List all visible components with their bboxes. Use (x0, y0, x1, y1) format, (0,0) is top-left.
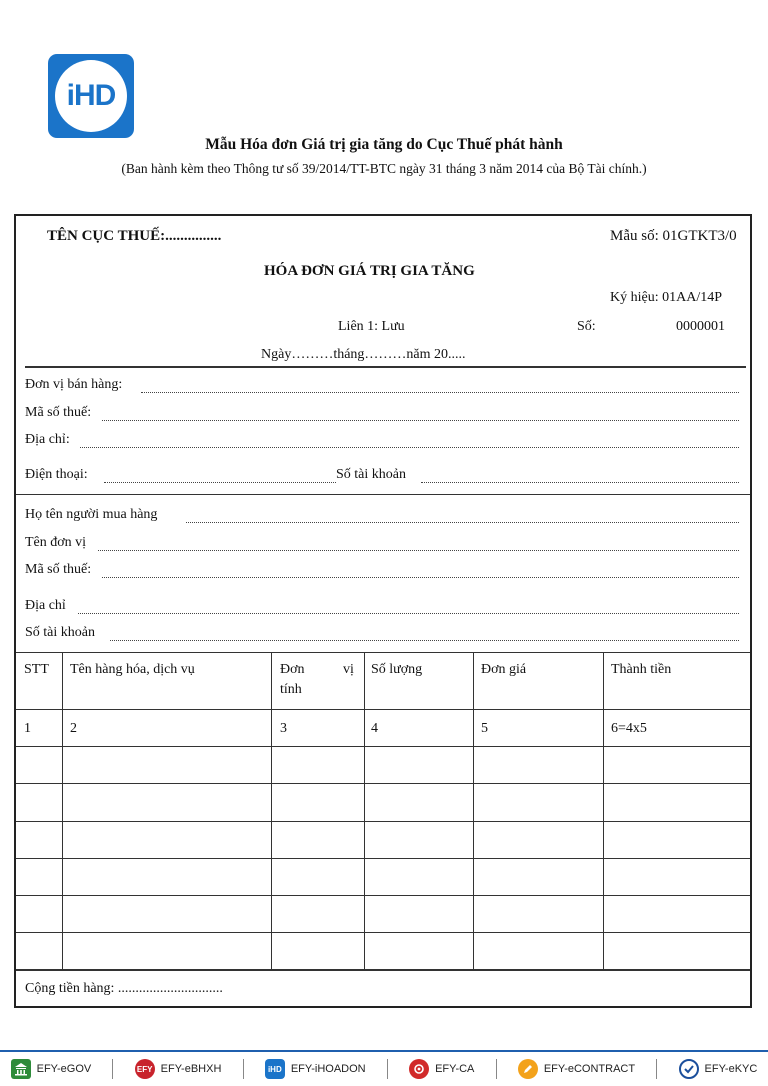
table-col-line (62, 652, 63, 969)
footer-bar (0, 1050, 768, 1086)
table-row-line (16, 858, 750, 859)
seller-phone-label: Điện thoại: (25, 467, 88, 482)
footer-separator (496, 1059, 497, 1079)
footer-separator (656, 1059, 657, 1079)
form-number: Mẫu số: 01GTKT3/0 (610, 228, 737, 244)
footer-link-econtract[interactable] (518, 1059, 635, 1079)
logo-text: iHD (66, 79, 116, 112)
col-header-amount: Thành tiền (611, 662, 672, 677)
col-header-stt: STT (24, 662, 49, 677)
table-row-line (16, 783, 750, 784)
seller-address-dots (80, 447, 739, 448)
footer-label: EFY-iHOADON (290, 1063, 366, 1075)
table-col-line (603, 652, 604, 969)
footer-separator (112, 1059, 113, 1079)
col-header-quantity: Số lượng (371, 662, 423, 677)
seller-unit-label: Đơn vị bán hàng: (25, 377, 123, 392)
buyer-address-dots (78, 613, 739, 614)
index-cell: 6=4x5 (611, 721, 647, 736)
footer-label: EFY-eCONTRACT (543, 1063, 636, 1075)
total-label: Cộng tiền hàng: .............................. (25, 981, 223, 996)
table-col-line (473, 652, 474, 969)
table-header-line (16, 709, 750, 710)
footer-label: EFY-eBHXH (160, 1063, 222, 1075)
index-cell: 5 (481, 721, 488, 736)
buyer-name-label: Họ tên người mua hàng (25, 507, 158, 522)
index-cell: 3 (280, 721, 287, 736)
buyer-account-dots (110, 640, 739, 641)
footer-link-ebhxh[interactable] (135, 1059, 222, 1079)
buyer-account-label: Số tài khoản (25, 625, 95, 640)
table-row-line (16, 932, 750, 933)
header-divider (25, 366, 746, 368)
ihd-logo (48, 54, 134, 138)
invoice-symbol: Ký hiệu: 01AA/14P (610, 290, 722, 305)
buyer-tax-label: Mã số thuế: (25, 562, 92, 577)
table-col-line (271, 652, 272, 969)
col-header-item: Tên hàng hóa, dịch vụ (70, 662, 195, 677)
copy-label: Liên 1: Lưu (338, 319, 405, 334)
footer-link-egov[interactable] (11, 1059, 92, 1079)
seller-tax-label: Mã số thuế: (25, 405, 92, 420)
table-bottom-line (16, 969, 750, 971)
ihd-icon: iHD (265, 1059, 285, 1079)
seller-account-dots (421, 482, 739, 483)
seller-tax-dots (102, 420, 739, 421)
footer-separator (387, 1059, 388, 1079)
buyer-tax-dots (102, 577, 739, 578)
seller-account-label: Số tài khoản (336, 467, 406, 482)
pen-icon (518, 1059, 538, 1079)
seller-unit-dots (141, 392, 739, 393)
seller-address-label: Địa chỉ: (25, 432, 70, 447)
footer-label: EFY-eKYC (704, 1063, 758, 1075)
seller-phone-dots (104, 482, 336, 483)
footer-separator (243, 1059, 244, 1079)
footer-link-ca[interactable] (409, 1059, 474, 1079)
table-col-line (364, 652, 365, 969)
date-line: Ngày………tháng………năm 20..... (261, 347, 466, 362)
verified-check-icon (679, 1059, 699, 1079)
government-icon (11, 1059, 31, 1079)
col-header-unit: vị (343, 662, 354, 677)
tax-dept-label: TÊN CỤC THUẾ:............... (47, 228, 222, 244)
page-title: Mẫu Hóa đơn Giá trị gia tăng do Cục Thuế phát hành (205, 136, 563, 153)
footer-link-ekyc[interactable] (679, 1059, 758, 1079)
invoice-number-value: 0000001 (676, 319, 725, 334)
index-cell: 1 (24, 721, 31, 736)
col-header-unit-price: Đơn giá (481, 662, 527, 677)
seller-divider (16, 494, 750, 495)
certificate-icon (409, 1059, 429, 1079)
buyer-address-label: Địa chỉ (25, 598, 66, 613)
table-row-line (16, 821, 750, 822)
footer-label: EFY-CA (435, 1063, 475, 1075)
index-cell: 4 (371, 721, 378, 736)
table-top-line (16, 652, 750, 653)
footer-label: EFY-eGOV (36, 1063, 92, 1075)
page-subtitle: (Ban hành kèm theo Thông tư số 39/2014/TT-BTC ngày 31 tháng 3 năm 2014 của Bộ Tài chính.) (121, 161, 647, 176)
efy-icon: EFY (135, 1059, 155, 1079)
logo-circle (55, 60, 127, 132)
footer-link-ihoadon[interactable] (265, 1059, 366, 1079)
invoice-form (14, 214, 752, 1008)
index-cell: 2 (70, 721, 77, 736)
buyer-unit-label: Tên đơn vị (25, 535, 87, 550)
col-header-unit: Đơn (280, 662, 305, 677)
buyer-name-dots (186, 522, 739, 523)
table-row-line (16, 746, 750, 747)
buyer-unit-dots (98, 550, 739, 551)
table-row-line (16, 895, 750, 896)
invoice-title: HÓA ĐƠN GIÁ TRỊ GIA TĂNG (264, 263, 475, 279)
invoice-number-label: Số: (577, 319, 596, 334)
col-header-unit: tính (280, 682, 302, 697)
